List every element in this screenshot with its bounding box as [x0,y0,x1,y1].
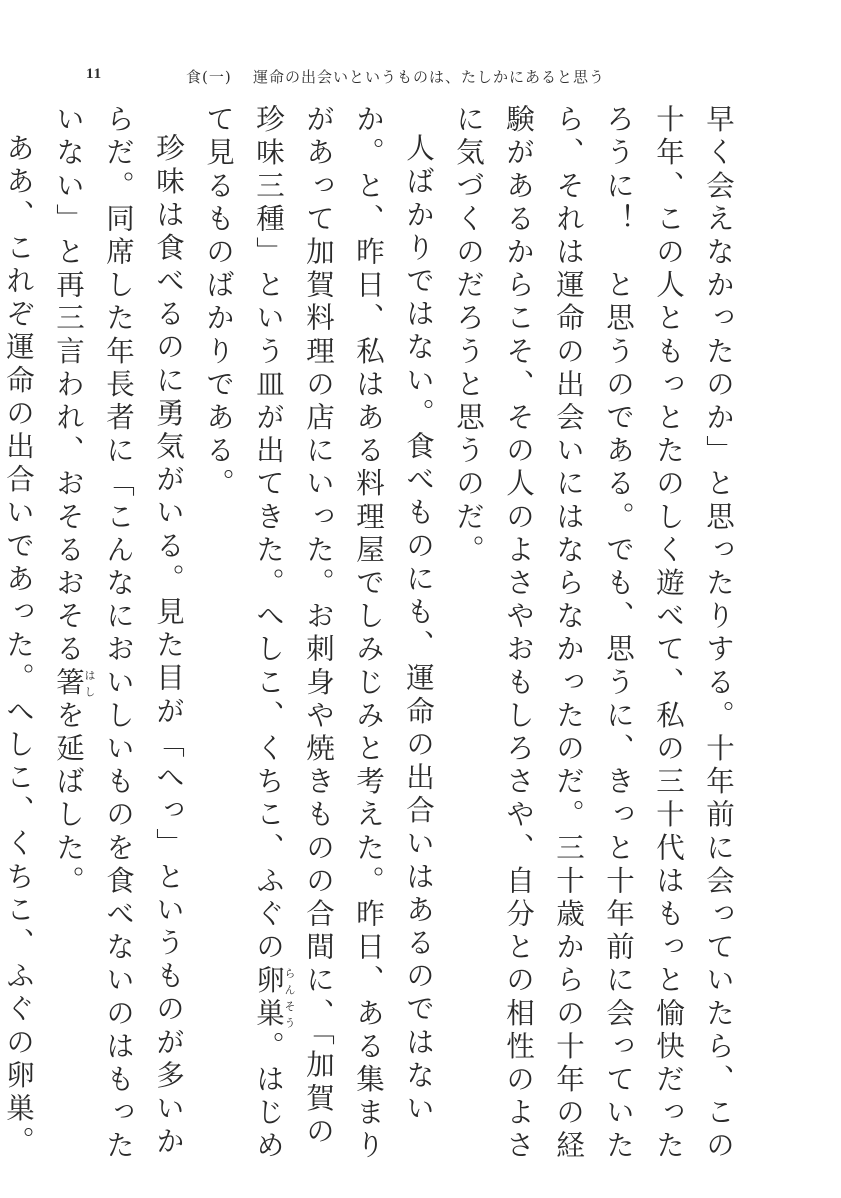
paragraph-1-text: 早く会えなかったのか」と思ったりする。十年前に会っていたら、この十年、この人ともっとたのしく遊べて、私の三十代はもっと愉快だったろうに！ と思うのである。でも、思うに、きっと十年前に会っていたら、それは運命の出会いにはならなかったのだ。三十歳からの十年の経験があるからこそ、その人のよさやおもしろさや、自分との相性のよさに気づくのだろうと思うのだ。 [452,104,735,1164]
paragraph-1 [443,104,743,1164]
paragraph-2-text-end: 。はじめて見るものばかりである。 [202,104,285,1164]
ruby-base: 箸 [52,666,85,700]
paragraph-4 [0,104,43,1164]
paragraph-3-text: 珍味は食べるのに勇気がいる。見た目が「へっ」というものが多いからだ。同席した年長者に「こんなにおいしいものを食べないのはもったいない」と再三言われ、おそるおそる [52,104,185,1164]
chapter-label: 食(一) [186,68,232,86]
paragraph-2-text: 人ばかりではない。食べものにも、運命の出合いはあるのではないか。と、昨日、私はある料理屋でしみじみと考えた。昨日、ある集まりがあって加賀料理の店にいった。お刺身や焼きものの合間に、「加賀の珍味三種」という皿が出てきた。へしこ、くちこ、ふぐの [252,104,435,1164]
paragraph-4-text: ああ、これぞ運命の出合いであった。へしこ、くちこ、ふぐの卵巣。 [2,132,35,1159]
running-header [0,66,841,90]
ruby-base: 卵巣 [252,964,285,1031]
section-title: 運命の出会いというものは、たしかにあると思う [253,68,606,86]
ruby-reading: らんそう [283,964,296,1031]
paragraph-2 [193,104,443,1164]
paragraph-3-text-end: を延ばした。 [52,699,85,899]
paragraph-3 [43,104,193,1164]
ruby-ransou [252,964,296,1031]
vertical-body-text [2,104,743,1164]
ruby-reading: はし [83,666,96,700]
page-number: 11 [86,66,103,82]
ruby-hashi [52,666,96,700]
